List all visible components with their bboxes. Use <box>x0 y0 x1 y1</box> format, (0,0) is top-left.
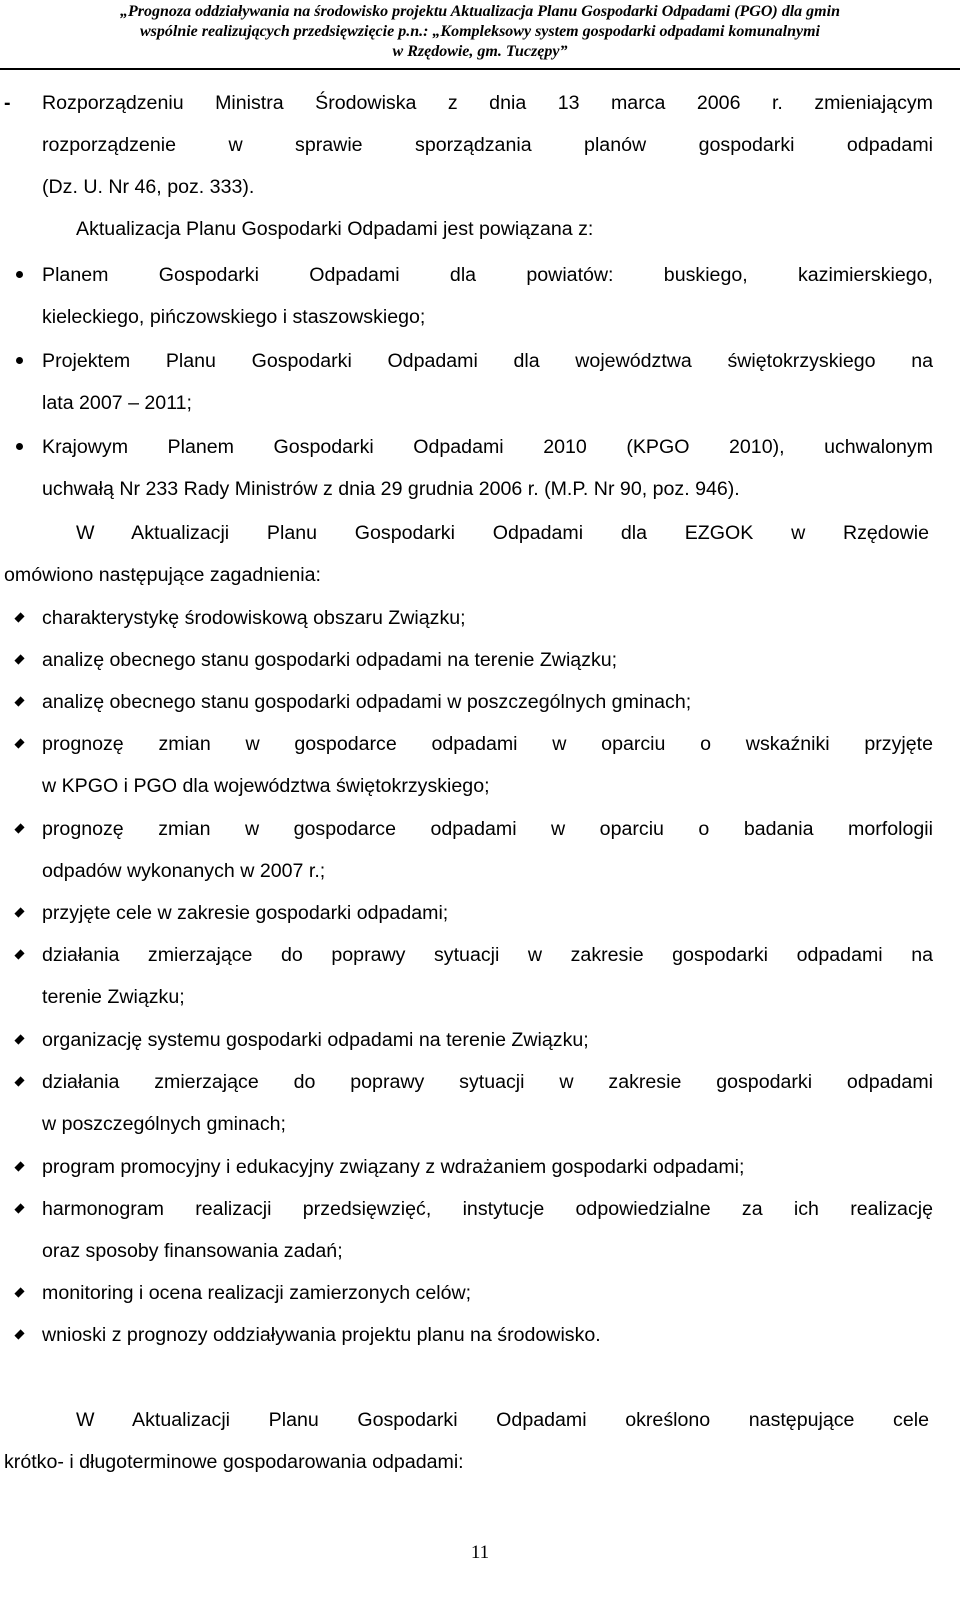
list-item-line: terenie Związku; <box>42 986 185 1008</box>
regulation-line-2: rozporządzenie w sprawie sporządzania planów gospodarki odpadami <box>42 134 933 156</box>
bullet-dot-icon <box>16 443 23 450</box>
list-item-line: prognozę zmian w gospodarce odpadami w oparciu o wskaźniki przyjęte <box>42 733 933 755</box>
list-item-line: lata 2007 – 2011; <box>42 392 192 414</box>
list-item-line: analizę obecnego stanu gospodarki odpadami w poszczególnych gminach; <box>42 691 692 713</box>
header-line-2: wspólnie realizujących przedsięwzięcie p.n.: „Kompleksowy system gospodarki odpadami komunalnymi <box>139 23 820 40</box>
list-item-line: wnioski z prognozy oddziaływania projektu planu na środowisko. <box>42 1324 601 1346</box>
goals-intro-line-1: W Aktualizacji Planu Gospodarki Odpadami określono następujące cele <box>76 1409 929 1431</box>
bullet-diamond-icon <box>14 1287 24 1297</box>
list-item-line: oraz sposoby finansowania zadań; <box>42 1240 343 1262</box>
bullet-diamond-icon <box>14 1329 24 1339</box>
list-item-line: monitoring i ocena realizacji zamierzonych celów; <box>42 1282 472 1304</box>
topics-intro-line-1: W Aktualizacji Planu Gospodarki Odpadami dla EZGOK w Rzędowie <box>76 522 929 544</box>
goals-intro-line-2: krótko- i długoterminowe gospodarowania odpadami: <box>4 1451 464 1473</box>
bullet-diamond-icon <box>14 1034 24 1044</box>
list-item-line: charakterystykę środowiskową obszaru Związku; <box>42 607 466 629</box>
goals-intro-paragraph <box>4 1399 929 1483</box>
list-item-line: program promocyjny i edukacyjny związany z wdrażaniem gospodarki odpadami; <box>42 1156 745 1178</box>
bullet-diamond-icon <box>14 1203 24 1213</box>
topics-intro-paragraph <box>4 512 929 596</box>
bullet-dot-icon <box>16 271 23 278</box>
list-item-line: przyjęte cele w zakresie gospodarki odpadami; <box>42 902 449 924</box>
document-header <box>0 2 960 62</box>
list-item-line: działania zmierzające do poprawy sytuacji w zakresie gospodarki odpadami na <box>42 944 933 966</box>
list-item-line: uchwałą Nr 233 Rady Ministrów z dnia 29 grudnia 2006 r. (M.P. Nr 90, poz. 946). <box>42 478 740 500</box>
topics-intro-line-2: omówiono następujące zagadnienia: <box>4 564 321 586</box>
bullet-diamond-icon <box>14 654 24 664</box>
bullet-diamond-icon <box>14 823 24 833</box>
bullet-diamond-icon <box>14 696 24 706</box>
list-item-line: Krajowym Planem Gospodarki Odpadami 2010 (KPGO 2010), uchwalonym <box>42 436 933 458</box>
list-item-line: w KPGO i PGO dla województwa świętokrzyskiego; <box>42 775 490 797</box>
dash-marker: - <box>4 92 11 114</box>
header-line-3: w Rzędowie, gm. Tuczępy” <box>392 43 568 60</box>
list-item-line: kieleckiego, pińczowskiego i staszowskiego; <box>42 306 426 328</box>
header-divider <box>0 68 960 70</box>
list-item-line: harmonogram realizacji przedsięwzięć, instytucje odpowiedzialne za ich realizację <box>42 1198 933 1220</box>
bullet-diamond-icon <box>14 907 24 917</box>
bullet-diamond-icon <box>14 738 24 748</box>
bullet-diamond-icon <box>14 612 24 622</box>
intro-paragraph: Aktualizacja Planu Gospodarki Odpadami jest powiązana z: <box>76 218 594 240</box>
page-number: 11 <box>470 1542 490 1563</box>
list-item-line: prognozę zmian w gospodarce odpadami w oparciu o badania morfologii <box>42 818 933 840</box>
bullet-diamond-icon <box>14 1076 24 1086</box>
list-item-line: organizację systemu gospodarki odpadami na terenie Związku; <box>42 1029 589 1051</box>
list-item-line: działania zmierzające do poprawy sytuacji w zakresie gospodarki odpadami <box>42 1071 933 1093</box>
regulation-line-1: Rozporządzeniu Ministra Środowiska z dnia 13 marca 2006 r. zmieniającym <box>42 92 933 114</box>
list-item-line: analizę obecnego stanu gospodarki odpadami na terenie Związku; <box>42 649 618 671</box>
regulation-item <box>4 82 933 208</box>
list-item-line: odpadów wykonanych w 2007 r.; <box>42 860 326 882</box>
bullet-dot-icon <box>16 357 23 364</box>
list-item-line: w poszczególnych gminach; <box>42 1113 286 1135</box>
list-item-line: Planem Gospodarki Odpadami dla powiatów: buskiego, kazimierskiego, <box>42 264 933 286</box>
regulation-line-3: (Dz. U. Nr 46, poz. 333). <box>42 176 255 198</box>
list-item-line: Projektem Planu Gospodarki Odpadami dla województwa świętokrzyskiego na <box>42 350 933 372</box>
bullet-diamond-icon <box>14 1161 24 1171</box>
header-line-1: „Prognoza oddziaływania na środowisko projektu Aktualizacja Planu Gospodarki Odpadami (PGO) dla gmin <box>120 3 840 20</box>
bullet-diamond-icon <box>14 949 24 959</box>
